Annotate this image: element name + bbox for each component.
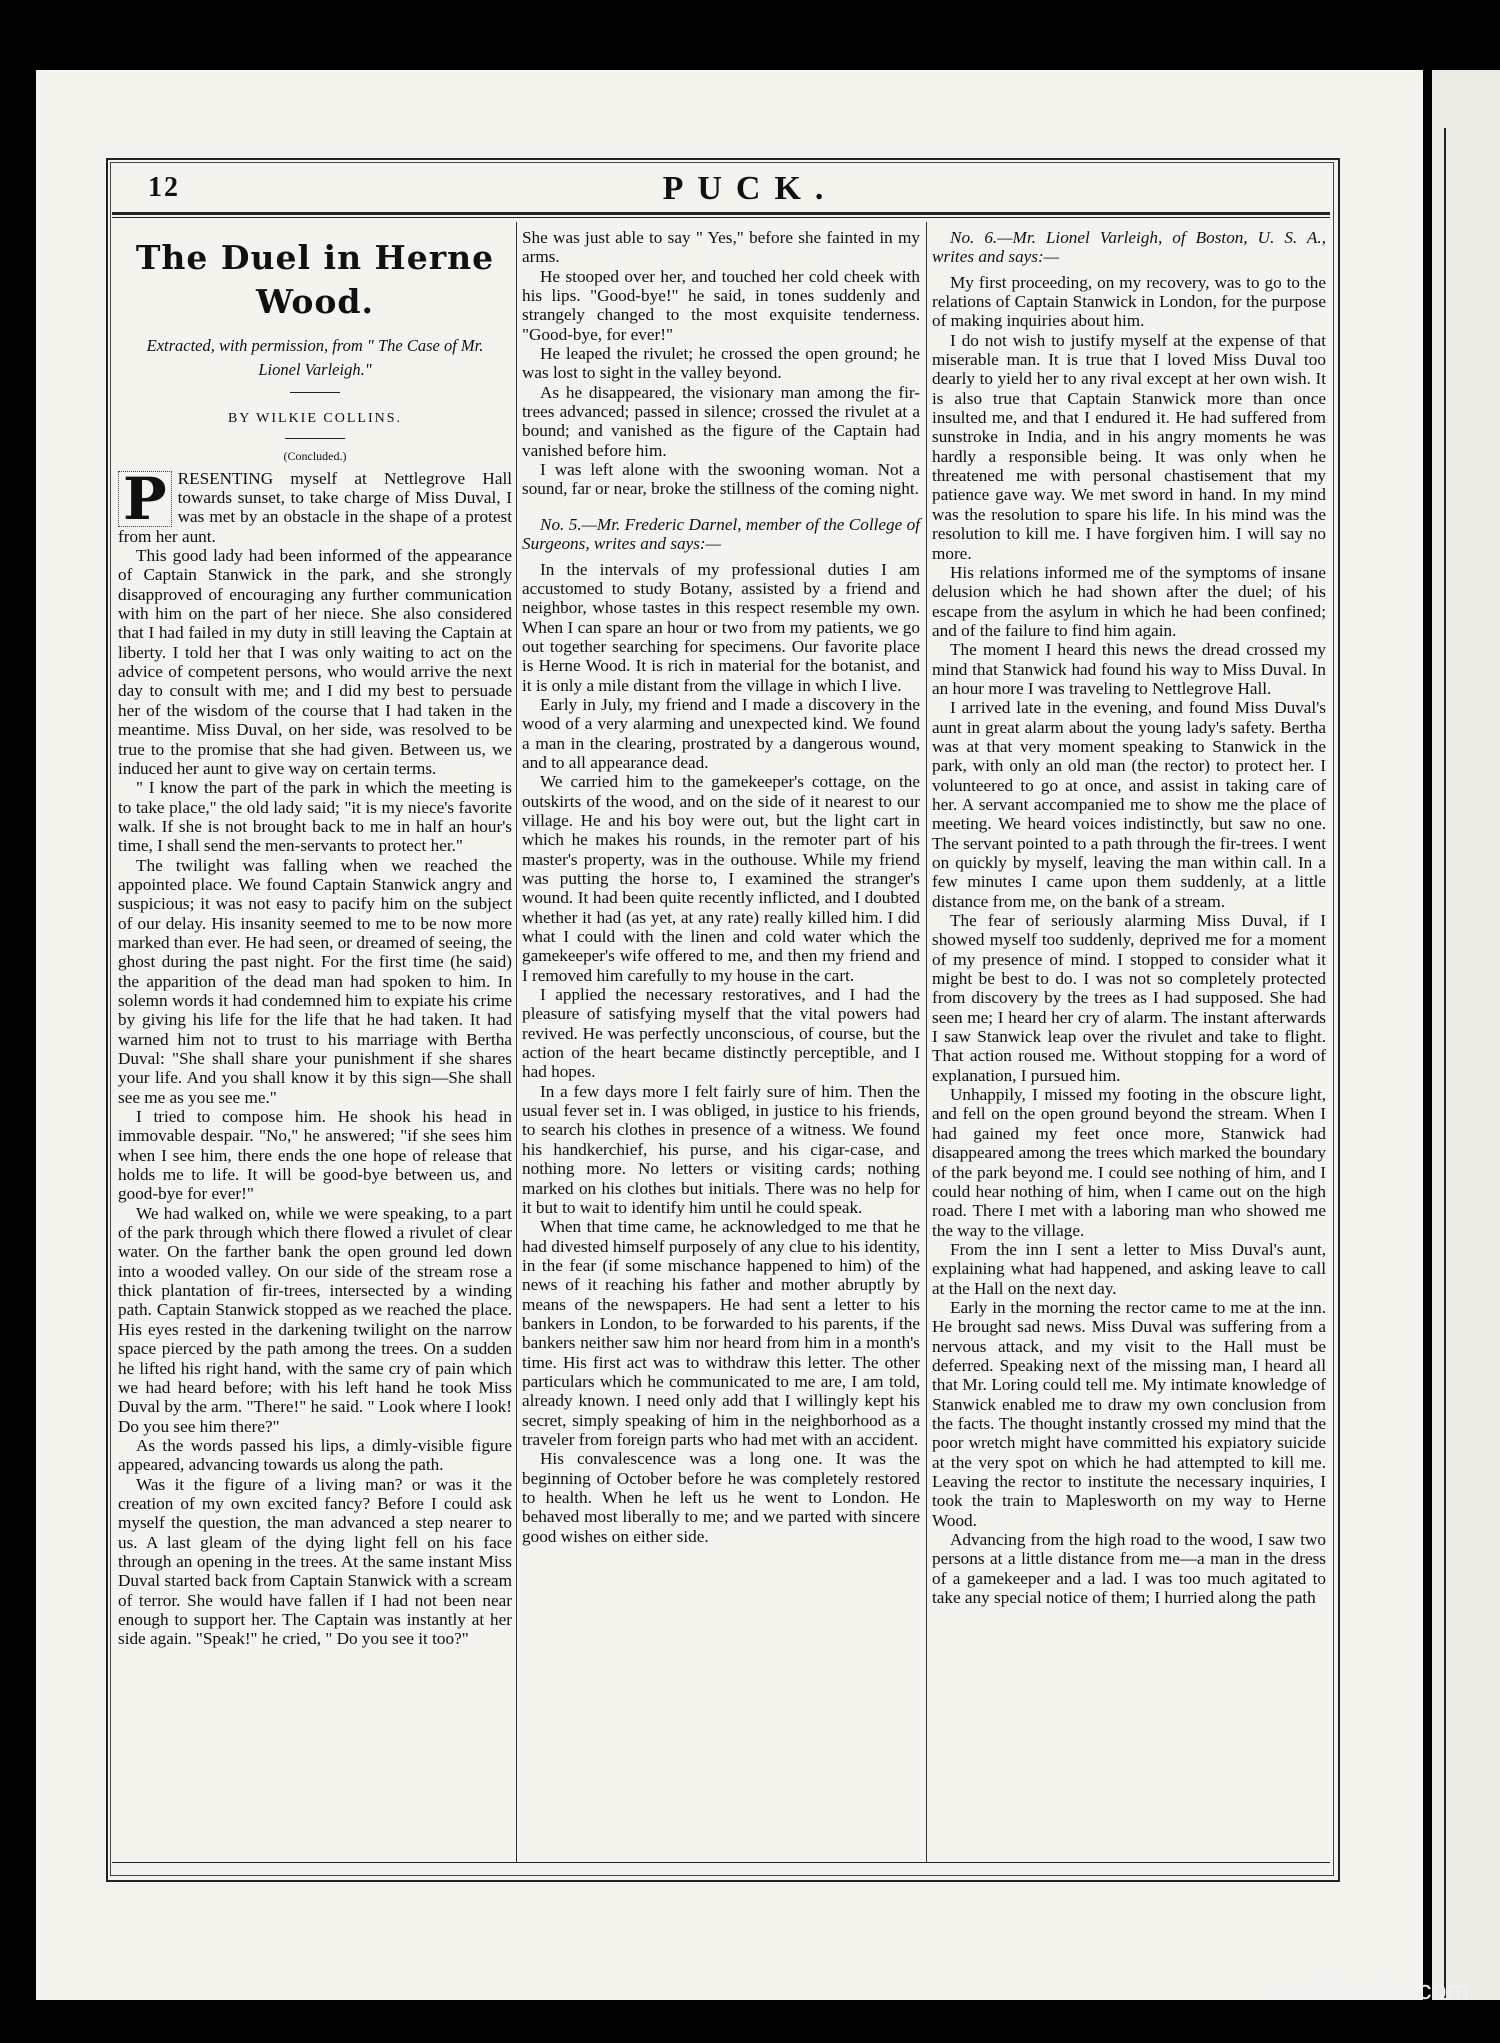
paragraph: He stooped over her, and touched her cold cheek with his lips. "Good-bye!" he said, in tones suddenly and strangely changed to the most exquisite tenderness. "Good-bye, for ever!" [522, 266, 920, 344]
column-3 [932, 228, 1326, 1607]
header-rule [112, 212, 1330, 215]
section-heading [932, 228, 1326, 267]
paragraph: From the inn I sent a letter to Miss Duval's aunt, explaining what had happened, and asking leave to call at the Hall on the next day. [932, 1239, 1326, 1298]
header-rule-thin [112, 217, 1330, 218]
page-number: 12 [148, 172, 180, 203]
page-border-line [1444, 128, 1446, 1998]
section-heading-text: No. 6.—Mr. Lionel Varleigh, of Boston, U. S. A., writes and says:— [932, 228, 1326, 267]
concluded-note: (Concluded.) [283, 449, 347, 464]
paragraph: As the words passed his lips, a dimly-visible figure appeared, advancing towards us along the path. [118, 1435, 512, 1475]
column-1 [118, 228, 512, 1649]
paragraph: In the intervals of my professional duties I am accustomed to study Botany, assisted by a friend and neighbor, whose tastes in this respect resemble my own. When I can spare an hour or two from my patients, we go out together searching for specimens. Our favorite place is Herne Wood. It is rich in material for the botanist, and it is only a mile distant from the village in which I live. [522, 559, 920, 695]
column-divider [516, 222, 517, 1862]
paragraph: When that time came, he acknowledged to me that he had divested himself purposely of any clue to his identity, in the fear (if some mischance happened to him) of the news of it reaching his father and mother abruptly by means of the newspapers. He had sent a letter to his bankers in London, to be forwarded to his parents, if the bankers neither saw him nor heard from him in a month's time. His first act was to withdraw this letter. The other particulars which he communicated to me are, I am told, already known. I need only add that I willingly kept his secret, simply speaking of him in the neighborhood as a traveler from foreign parts who had met with an accident. [522, 1217, 920, 1449]
paragraph: The fear of seriously alarming Miss Duval, if I showed myself too suddenly, deprived me for a moment of my presence of mind. I stopped to consider what it might be best to do. I was not so completely protected from discovery by the trees as I had supposed. She had seen me; I heard her cry of alarm. The instant afterwards I saw Stanwick leap over the rivulet and take to flight. That action roused me. Without stopping for a word of explanation, I pursued him. [932, 911, 1326, 1085]
paragraph: The moment I heard this news the dread crossed my mind that Stanwick had found his way to Miss Duval. In an hour more I was traveling to Nettlegrove Hall. [932, 640, 1326, 698]
paragraph: I do not wish to justify myself at the expense of that miserable man. It is true that I loved Miss Duval too dearly to yield her to any rival except at her own wish. It is also true that Captain Stanwick more than once insulted me, and that I endured it. He had suffered from sunstroke in India, and in his angry moments he was hardly a responsible being. It was only when he threatened me with personal chastisement that my patience gave way. We met sword in hand. In my mind was the resolution to spare his life. In his mind was the resolution to kill me. I have forgiven him. I will say no more. [932, 330, 1326, 563]
column-2 [522, 228, 920, 1546]
section-heading-text: No. 5.—Mr. Frederic Darnel, member of the College of Surgeons, writes and says:— [522, 514, 920, 554]
paragraph [118, 464, 512, 546]
byline: BY WILKIE COLLINS. [227, 411, 403, 426]
paragraph: His relations informed me of the symptoms of insane delusion which he had shown after the duel; of his escape from the asylum in which he had been confined; and of the failure to find him again. [932, 562, 1326, 640]
magazine-title: PUCK. [662, 170, 838, 207]
paragraph: Early in July, my friend and I made a discovery in the wood of a very alarming and unexpected kind. We found a man in the clearing, prostrated by a dangerous wound, and to all appearance dead. [522, 694, 920, 772]
paragraph: We had walked on, while we were speaking, to a part of the park through which there flowed a rivulet of clear water. On the farther bank the open ground led down into a wooded valley. On our side of the stream rose a thick plantation of fir-trees, intersected by a winding path. Captain Stanwick stopped as we reached the place. His eyes rested in the darkening twilight on the narrow space pierced by the path among the trees. On a sudden he lifted his right hand, with the same cry of pain which we had heard before; with his left hand he took Miss Duval by the arm. "There!" he said. " Look where I look! Do you see him there?" [118, 1203, 512, 1436]
divider [285, 438, 345, 439]
paragraph: Early in the morning the rector came to me at the inn. He brought sad news. Miss Duval was suffering from a nervous attack, and my visit to the Hall must be deferred. Speaking next of the missing man, I heard all that Mr. Loring could tell me. My intimate knowledge of Stanwick enabled me to draw my own conclusion from the facts. The thought instantly crossed my mind that the poor wretch might have committed his expiatory suicide at the very spot on which he had attempted to kill me. Leaving the rector to institute the necessary inquiries, I took the train to Maplesworth on my way to Herne Wood. [932, 1297, 1326, 1530]
paragraph: As he disappeared, the visionary man among the fir-trees advanced; passed in silence; crossed the rivulet at a bound; and vanished as the figure of the Captain had vanished before him. [522, 382, 920, 460]
paragraph-text: RESENTING myself at Nettlegrove Hall towards sunset, to take charge of Miss Duval, I was met by an obstacle in the shape of a protest from her aunt. [118, 468, 512, 546]
paragraph: Was it the figure of a living man? or was it the creation of my own excited fancy? Before I could ask myself the question, the man advanced a step nearer to us. A last gleam of the dying light fell on his face through an opening in the trees. At the same instant Miss Duval started back from Captain Stanwick with a scream of terror. She would have fallen if I had not been near enough to support her. The Captain was instantly at her side again. "Speak!" he cried, " Do you see it too?" [118, 1474, 512, 1649]
paragraph: In a few days more I felt fairly sure of him. Then the usual fever set in. I was obliged, in justice to his friends, to search his clothes in presence of a witness. We found his handkerchief, his purse, and his cigar-case, and nothing more. No letters or visiting cards; nothing marked on his clothes but initials. There was no help for it but to wait to identify him until he could speak. [522, 1081, 920, 1217]
paragraph: She was just able to say " Yes," before she fainted in my arms. [522, 228, 920, 267]
paragraph: We carried him to the gamekeeper's cottage, on the outskirts of the wood, and on the side of it nearest to our village. He and his boy were out, but the light cart in which he makes his rounds, in the remoter part of his master's property, was in the outhouse. While my friend was putting the horse to, I examined the stranger's wound. It had been quite recently inflicted, and I doubted whether it had (as yet, at any rate) really killed him. I did what I could with the linen and cold water which the gamekeeper's wife offered to me, and then my friend and I removed him carefully to my house in the cart. [522, 772, 920, 985]
extract-note: Extracted, with permission, from " The Case of Mr. Lionel Varleigh." [146, 336, 484, 379]
column-divider [926, 222, 927, 1862]
paragraph: This good lady had been informed of the appearance of Captain Stanwick in the park, and she strongly disapproved of encouraging any further communication with him on the part of her niece. She also considered that I had failed in my duty in still leaving the Captain at liberty. I told her that I was only waiting to act on the advice of competent persons, who would arrive the next day to consult with me; and I did my best to persuade her of the wisdom of the course that I had taken in the meantime. Miss Duval, on her side, was resolved to be true to the promise that she had given. Between us, we induced her aunt to give way on certain terms. [118, 546, 512, 778]
divider [290, 392, 340, 393]
paragraph: His convalescence was a long one. It was the beginning of October before he was completely restored to health. When he left us he went to London. He behaved most liberally to me; and we parted with sincere good wishes on either side. [522, 1449, 920, 1546]
paragraph: The twilight was falling when we reached the appointed place. We found Captain Stanwick angry and suspicious; it was not easy to pacify him on the subject of our delay. His insanity seemed to me to be now more marked than ever. He had seen, or dreamed of seeing, the ghost during the past night. For the first time (he said) the apparition of the dead man had spoken to him. In solemn words it had condemned him to expiate his crime by giving his life for the life that he had taken. It had warned him not to trust to his marriage with Bertha Duval: "She shall share your punishment if she shares your life. And you shall know it by this sign—She shall see me as you see me." [118, 855, 512, 1107]
paragraph: Advancing from the high road to the wood, I saw two persons at a little distance from me—a man in the dress of a gamekeeper and a lad. I was too much agitated to take any special notice of them; I hurried along the path [932, 1530, 1326, 1608]
paragraph: " I know the part of the park in which the meeting is to take place," the old lady said; "it is my niece's favorite walk. If she is not brought back to me in half an hour's time, I shall send the men-servants to protect her." [118, 778, 512, 856]
watermark: comicbooks.com [1268, 1975, 1470, 2005]
paragraph: I arrived late in the evening, and found Miss Duval's aunt in great alarm about the young lady's safety. Bertha was at that very moment speaking to Stanwick in the park, with only an old man (the rector) to protect her. I volunteered to go at once, and assist in taking care of her. A servant accompanied me to show me the place of meeting. We heard voices indistinctly, but saw no one. The servant pointed to a path through the fir-trees. I went on quickly by myself, leaving the man within call. In a few minutes I came upon them suddenly, at a little distance from me, on the bank of a stream. [932, 698, 1326, 911]
story-title: The Duel in Herne Wood. [135, 238, 495, 321]
paragraph: I applied the necessary restoratives, and I had the pleasure of satisfying myself that the vital powers had revived. He was perfectly unconscious, of course, but the action of the heart became distinctly perceptible, and I had hopes. [522, 985, 920, 1082]
paragraph: My first proceeding, on my recovery, was to go to the relations of Captain Stanwick in London, for the purpose of making inquiries about him. [932, 272, 1326, 331]
paragraph: I was left alone with the swooning woman. Not a sound, far or near, broke the stillness of the coming night. [522, 460, 920, 499]
paragraph: He leaped the rivulet; he crossed the open ground; he was lost to sight in the valley beyond. [522, 344, 920, 383]
paragraph: I tried to compose him. He shook his head in immovable despair. "No," he answered; "if she sees him when I see him, there ends the one hope of release that holds me to life. It will be good-bye between us, and good-bye for ever!" [118, 1107, 512, 1204]
section-heading [522, 515, 920, 554]
footer-rule [112, 1862, 1330, 1863]
adjacent-page-edge [1432, 70, 1500, 2000]
paragraph: Unhappily, I missed my footing in the obscure light, and fell on the open ground beyond the stream. When I had gained my feet once more, Stanwick had disappeared among the trees which marked the boundary of the park beyond me. I could see nothing of him, and I could hear nothing of him, when I came out on the high road. There I met with a laboring man who showed me the way to the village. [932, 1085, 1326, 1240]
drop-cap: P [118, 471, 172, 527]
